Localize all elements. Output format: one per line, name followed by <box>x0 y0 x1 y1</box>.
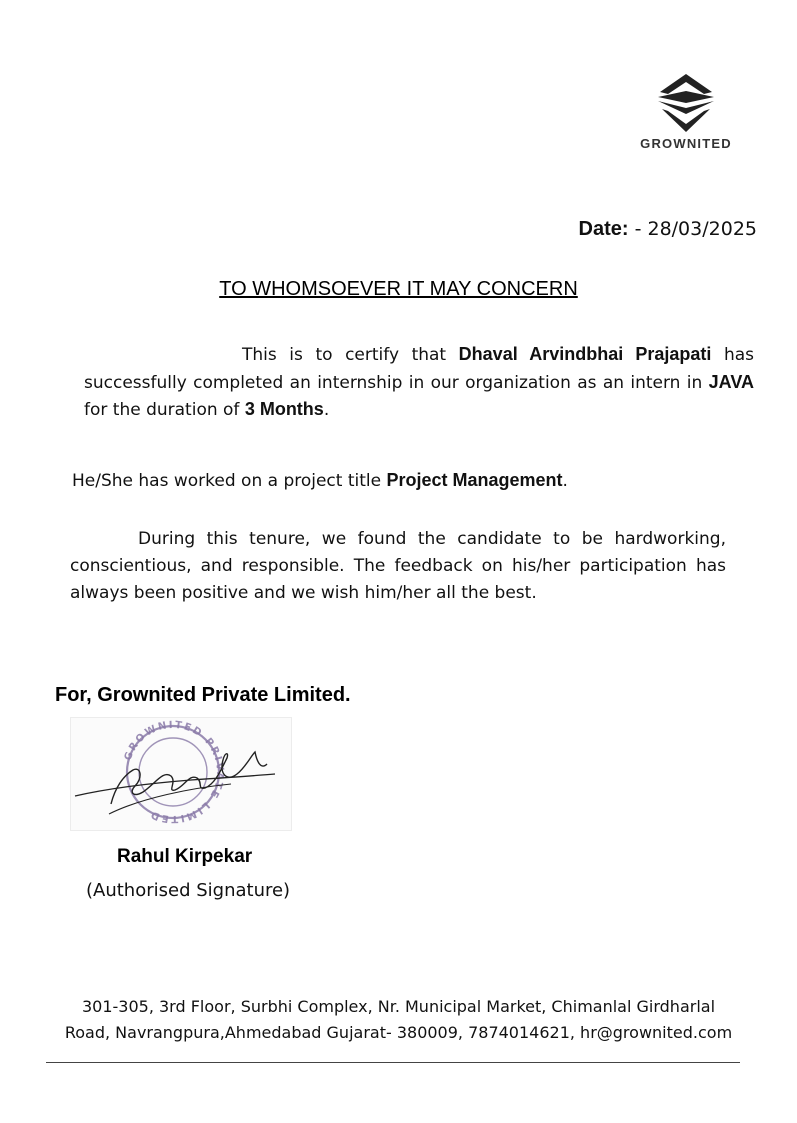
address-line: Road, Navrangpura,Ahmedabad Gujarat- 380009, 7874014621, hr@grownited.com <box>64 1023 733 1042</box>
address-line: 301-305, 3rd Floor, Surbhi Complex, Nr. Municipal Market, Chimanlal Girdharlal <box>81 997 716 1016</box>
letter-heading: TO WHOMSOEVER IT MAY CONCERN <box>219 278 578 300</box>
project-paragraph <box>72 467 568 494</box>
certificate-paragraph <box>84 341 754 424</box>
text-segment: . <box>562 471 568 491</box>
company-logo <box>622 72 750 158</box>
footer-divider <box>46 1062 740 1063</box>
text-segment: for the duration of <box>84 400 245 420</box>
grownited-logo-icon <box>654 72 718 134</box>
text-segment: has successfully completed an internship in our organization as an intern in <box>84 345 755 393</box>
text-segment: This is to certify that <box>242 345 459 365</box>
signer-name: Rahul Kirpekar <box>117 846 253 867</box>
feedback-paragraph: During this tenure, we found the candidate to be hardworking, conscientious, and responsible. The feedback on his/her participation has always been positive and we wish him/her all the best. <box>70 529 726 603</box>
stamp-and-signature-graphic <box>71 718 291 830</box>
internship-domain: JAVA <box>708 371 754 392</box>
brand-wordmark: GROWNITED <box>640 136 732 151</box>
company-line: For, Grownited Private Limited. <box>55 684 351 706</box>
internship-duration: 3 Months <box>244 399 324 419</box>
intern-name: Dhaval Arvindbhai Prajapati <box>458 344 712 364</box>
signature-stamp-image <box>70 717 292 831</box>
date-value: - 28/03/2025 <box>628 218 757 240</box>
signer-role: (Authorised Signature) <box>86 880 291 901</box>
date-label: Date: <box>578 218 629 240</box>
text-segment: . <box>323 400 330 420</box>
letter-date <box>579 218 757 241</box>
text-segment: He/She has worked on a project title <box>72 471 387 491</box>
project-title: Project Management <box>386 470 563 490</box>
footer-address <box>40 994 757 1046</box>
stamp-text: GROWNITED PRIVATE LIMITED <box>122 719 226 825</box>
svg-text:GROWNITED PRIVATE LIMITED <box>123 720 226 824</box>
